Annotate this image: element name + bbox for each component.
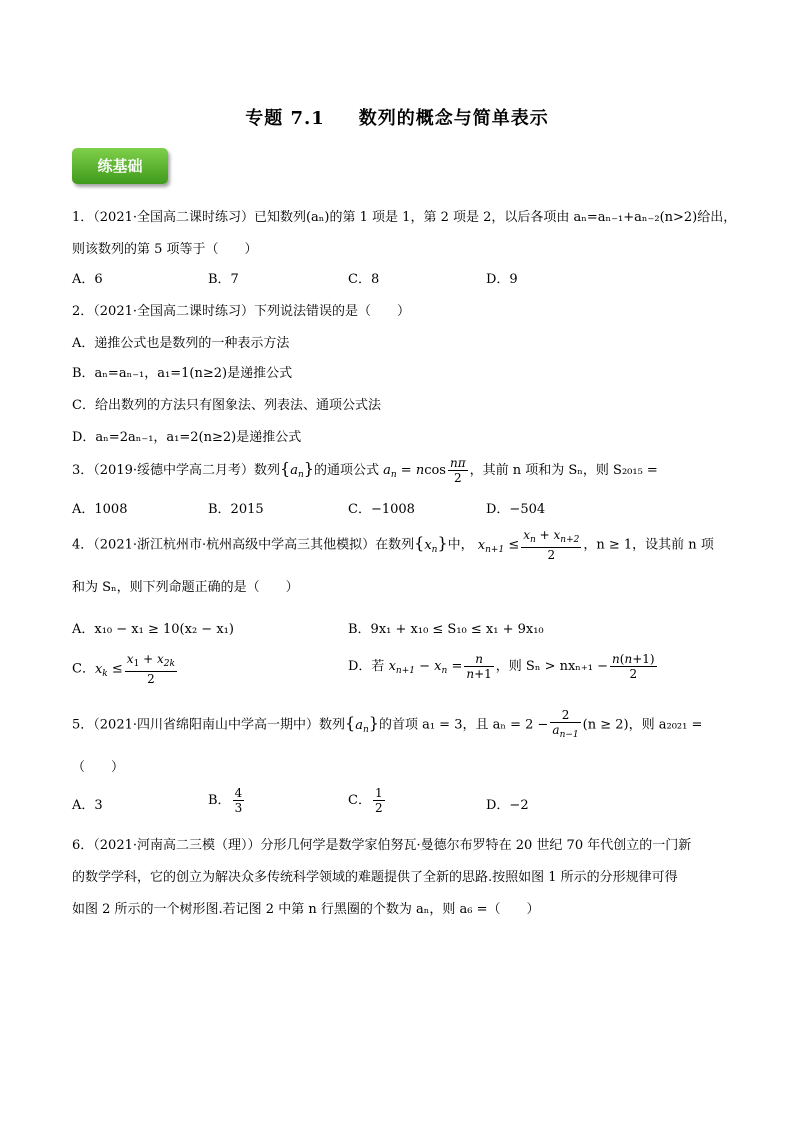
q5-option-b: B． $\frac{4}{3}$ bbox=[208, 786, 243, 815]
q4-prefix: 4．（2021·浙江杭州市·杭州高级中学高三其他模拟）在数列 bbox=[72, 537, 415, 553]
q3-prefix: 3．（2019·绥德中学高二月考）数列 bbox=[72, 463, 280, 478]
q1-line1: 1．（2021·全国高二课时练习）已知数列(aₙ)的第 1 项是 1，第 2 项是 2，以后各项由 aₙ=aₙ₋₁+aₙ₋₂(n>2)给出， bbox=[72, 210, 737, 225]
q4-mid: 中， bbox=[447, 537, 474, 553]
section-badge: 练基础 bbox=[72, 148, 168, 184]
q2-option-d: D．aₙ=2aₙ₋₁，a₁=2(n≥2)是递推公式 bbox=[72, 430, 302, 445]
q1-line2: 则该数列的第 5 项等于（ ） bbox=[72, 242, 258, 257]
q6-line3: 如图 2 所示的一个树形图.若记图 2 中第 n 行黑圈的个数为 aₙ，则 a₆ =（ ） bbox=[72, 902, 540, 917]
q5-suffix: (n ≥ 2)，则 a₂₀₂₁ = bbox=[582, 717, 703, 733]
topic-text: 数列的概念与简单表示 bbox=[358, 108, 549, 129]
q4-stem: 4．（2021·浙江杭州市·杭州高级中学高三其他模拟）在数列$\{x_n\}$中， $x_{n+1}$ ≤ $\frac{x_n + x_{n+2}}{2}$ ，n ≥ 1，设其前 n 项 bbox=[72, 528, 714, 562]
q4-line2: 和为 Sₙ，则下列命题正确的是（ ） bbox=[72, 580, 299, 595]
q4-option-d: D．若 $x_{n+1} - x_n$ = $\frac{n}{n+1}$ ，则 Sₙ > nxₙ₊₁ − $\frac{n(n+1)}{2}$ bbox=[348, 652, 655, 681]
q4-option-b: B．9x₁ + x₁₀ ≤ S₁₀ ≤ x₁ + 9x₁₀ bbox=[348, 622, 544, 637]
q2-option-a: A．递推公式也是数列的一种表示方法 bbox=[72, 336, 290, 351]
q1-option-b: B．7 bbox=[208, 272, 239, 287]
topic-number: 专题 7.1 bbox=[245, 108, 325, 129]
q6-line2: 的数学学科，它的创立为解决众多传统科学领域的难题提供了全新的思路.按照如图 1 所示的分形规律可得 bbox=[72, 870, 678, 885]
q4-suffix: ，n ≥ 1，设其前 n 项 bbox=[583, 537, 714, 553]
q2-stem: 2．（2021·全国高二课时练习）下列说法错误的是（ ） bbox=[72, 304, 410, 319]
q6-line1: 6．（2021·河南高二三模（理））分形几何学是数学家伯努瓦·曼德尔布罗特在 20 世纪 70 年代创立的一门新 bbox=[72, 838, 692, 853]
q3-option-a: A．1008 bbox=[72, 502, 128, 517]
q3-option-d: D．−504 bbox=[486, 502, 546, 517]
q5-mid: 的首项 a₁ = 3，且 aₙ = 2 − bbox=[378, 717, 549, 733]
q3-mid: 的通项公式 bbox=[313, 463, 379, 478]
q3-option-b: B．2015 bbox=[208, 502, 264, 517]
q1-option-a: A．6 bbox=[72, 272, 103, 287]
q5-option-c: C． $\frac{1}{2}$ bbox=[348, 786, 383, 815]
q1-option-c: C．8 bbox=[348, 272, 380, 287]
page-title bbox=[0, 104, 794, 130]
q1-option-d: D．9 bbox=[486, 272, 518, 287]
q2-option-c: C．给出数列的方法只有图象法、列表法、通项公式法 bbox=[72, 398, 381, 413]
q3-option-c: C．−1008 bbox=[348, 502, 415, 517]
q2-option-b: B．aₙ=aₙ₋₁，a₁=1(n≥2)是递推公式 bbox=[72, 366, 293, 381]
q4-option-c: C．$x_k$ ≤ $\frac{x_1 + x_{2k}}{2}$ bbox=[72, 652, 175, 686]
q5-option-a: A．3 bbox=[72, 798, 103, 813]
q5-option-d: D．−2 bbox=[486, 798, 529, 813]
q5-stem: 5．（2021·四川省绵阳南山中学高一期中）数列$\{a_n\}$的首项 a₁ = 3，且 aₙ = 2 − $\frac{2}{a_{n-1}}$ (n ≥ 2)，则 a₂₀₂₁ = bbox=[72, 708, 703, 740]
q4-option-a: A．x₁₀ − x₁ ≥ 10(x₂ − x₁) bbox=[72, 622, 234, 637]
q3-stem: 3．（2019·绥德中学高二月考）数列$\{a_n\}$的通项公式 $a_n = ncos$ $\frac{n\pi}{2}$ ，其前 n 项和为 Sₙ，则 S₂₀₁₅ = bbox=[72, 456, 658, 485]
q5-line2: （ ） bbox=[72, 760, 125, 775]
q5-prefix: 5．（2021·四川省绵阳南山中学高一期中）数列 bbox=[72, 717, 345, 733]
q3-suffix: ，其前 n 项和为 Sₙ，则 S₂₀₁₅ = bbox=[469, 463, 658, 478]
